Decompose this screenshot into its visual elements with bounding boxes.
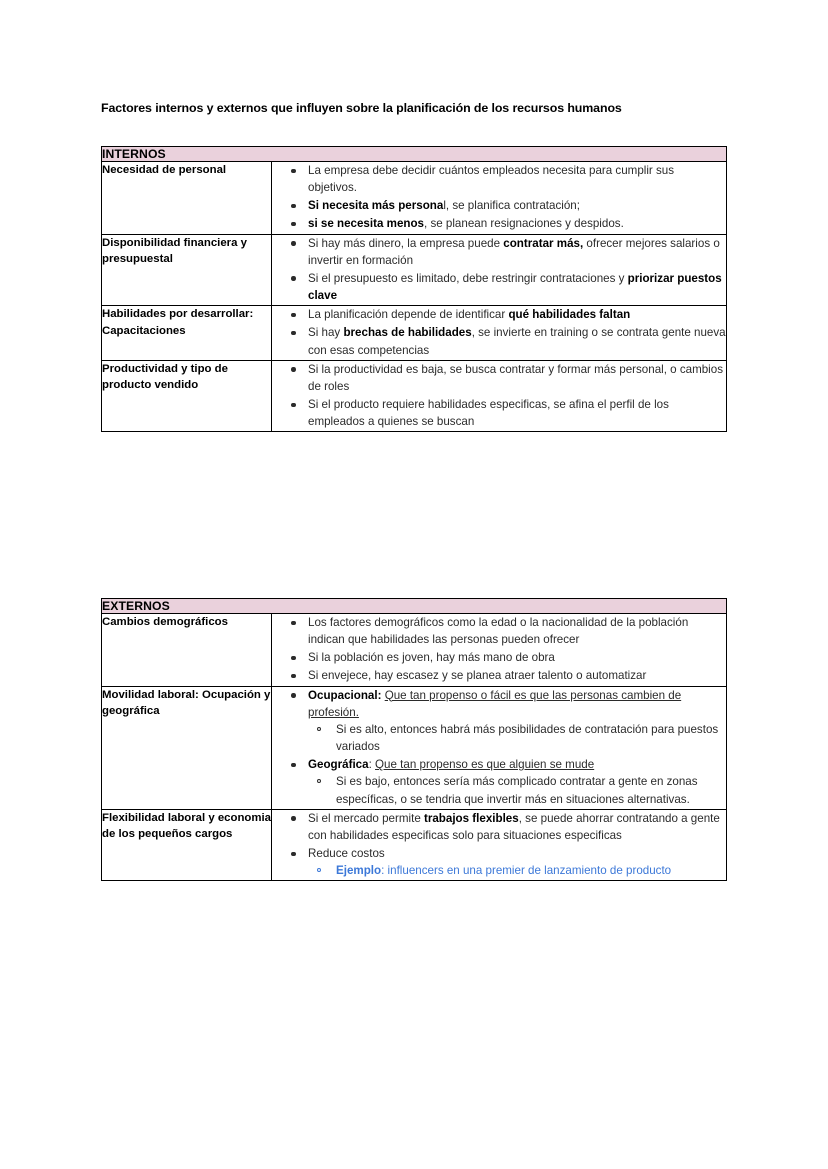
section-header-label: EXTERNOS <box>102 599 727 614</box>
factor-table-internos <box>101 146 727 432</box>
table-row <box>102 614 727 687</box>
bullet-item <box>272 215 726 232</box>
text-segment: : influencers en una premier de lanzamiento de producto <box>381 864 672 878</box>
text-segment: Si el presupuesto es limitado, debe restringir contrataciones y <box>308 271 628 285</box>
table-row <box>102 234 727 306</box>
bullet-item <box>272 197 726 214</box>
row-content <box>272 686 727 809</box>
factor-table-externos <box>101 598 727 881</box>
text-segment: qué habilidades faltan <box>508 308 631 322</box>
text-segment: Si hay <box>308 326 344 340</box>
bullet-item <box>272 810 726 844</box>
text-segment: Si la productividad es baja, se busca contratar y formar más personal, o cambios de roles <box>308 362 723 393</box>
bullet-item <box>272 845 726 879</box>
text-segment: Ejemplo <box>336 864 382 878</box>
row-label: Disponibilidad financiera y presupuestal <box>102 234 272 306</box>
bullet-list <box>272 162 726 233</box>
sub-bullet-list <box>308 721 726 755</box>
text-segment: contratar más, <box>503 236 584 250</box>
table-row <box>102 686 727 809</box>
text-segment: , se planean resignaciones y despidos. <box>424 217 624 231</box>
table-row <box>102 360 727 432</box>
section-header-row <box>102 599 727 614</box>
text-segment: ofrecer mejores salarios o invertir en formación <box>308 236 720 267</box>
sub-bullet-list <box>308 773 726 807</box>
table-row <box>102 162 727 235</box>
row-label: Flexibilidad laboral y economia de los pequeños cargos <box>102 809 272 881</box>
sub-bullet-item <box>308 862 726 879</box>
text-segment: , se invierte en training o se contrata gente nueva con esas competencias <box>308 326 726 357</box>
text-segment: Si necesita más persona <box>308 199 444 213</box>
bullet-item <box>272 649 726 666</box>
bullet-item <box>272 270 726 304</box>
text-segment: Los factores demográficos como la edad o la nacionalidad de la población indican que habilidades las personas pueden ofrecer <box>308 616 689 647</box>
text-segment: Geográfica <box>308 758 369 772</box>
row-label: Productividad y tipo de producto vendido <box>102 360 272 432</box>
text-segment: Ocupacional: <box>308 688 382 702</box>
row-content <box>272 234 727 306</box>
sub-bullet-item <box>308 721 726 755</box>
text-segment: priorizar puestos clave <box>308 271 722 303</box>
bullet-list <box>272 810 726 880</box>
text-segment: Si es alto, entonces habrá más posibilidades de contratación para puestos variados <box>336 722 719 754</box>
text-segment: Si el mercado permite <box>308 811 424 825</box>
bullet-list <box>272 235 726 305</box>
bullet-list <box>272 306 726 358</box>
table-row <box>102 306 727 360</box>
row-content <box>272 306 727 360</box>
bullet-item <box>272 396 726 430</box>
bullet-item <box>272 324 726 358</box>
text-segment: Si la población es joven, hay más mano de obra <box>308 651 555 665</box>
text-segment: La planificación depende de identificar <box>308 308 509 322</box>
text-segment: l, se planifica contratación; <box>443 199 580 213</box>
text-segment: Si hay más dinero, la empresa puede <box>308 236 504 250</box>
section-header-label: INTERNOS <box>102 147 727 162</box>
bullet-item <box>272 756 726 807</box>
text-segment: Si es bajo, entonces sería más complicado contratar a gente en zonas específicas, o se tendria que invertir más en situaciones alternativas. <box>336 775 698 806</box>
bullet-item <box>272 361 726 395</box>
row-content <box>272 162 727 235</box>
text-segment: trabajos flexibles <box>423 811 519 825</box>
text-segment: si se necesita menos <box>308 217 424 231</box>
row-label: Cambios demográficos <box>102 614 272 687</box>
bullet-list <box>272 614 726 685</box>
row-content <box>272 809 727 881</box>
bullet-item <box>272 162 726 196</box>
bullet-item <box>272 614 726 648</box>
page-title: Factores internos y externos que influyen sobre la planificación de los recursos humanos <box>101 101 622 115</box>
row-label: Movilidad laboral: Ocupación y geográfica <box>102 686 272 809</box>
text-segment: , se puede ahorrar contratando a gente con habilidades especificas solo para situaciones especificas <box>308 811 720 842</box>
sub-bullet-list <box>308 862 726 879</box>
bullet-list <box>272 687 726 808</box>
bullet-item <box>272 667 726 684</box>
text-segment: Que tan propenso es que alguien se mude <box>375 758 595 772</box>
bullet-item <box>272 687 726 756</box>
row-content <box>272 614 727 687</box>
section-header-row <box>102 147 727 162</box>
bullet-item <box>272 306 726 323</box>
text-segment: : <box>368 758 376 772</box>
bullet-item <box>272 235 726 269</box>
bullet-list <box>272 361 726 431</box>
text-segment: brechas de habilidades <box>343 326 472 340</box>
sub-bullet-item <box>308 773 726 807</box>
text-segment: Si el producto requiere habilidades especificas, se afina el perfil de los empleados a quienes se buscan <box>308 398 669 429</box>
text-segment: La empresa debe decidir cuántos empleados necesita para cumplir sus objetivos. <box>308 164 675 195</box>
row-label: Habilidades por desarrollar: Capacitaciones <box>102 306 272 360</box>
text-segment: Si envejece, hay escasez y se planea atraer talento o automatizar <box>308 669 647 683</box>
row-label: Necesidad de personal <box>102 162 272 235</box>
text-segment: Que tan propenso o fácil es que las personas cambien de profesión. <box>308 688 682 719</box>
text-segment: Reduce costos <box>308 847 385 861</box>
row-content <box>272 360 727 432</box>
table-row <box>102 809 727 881</box>
